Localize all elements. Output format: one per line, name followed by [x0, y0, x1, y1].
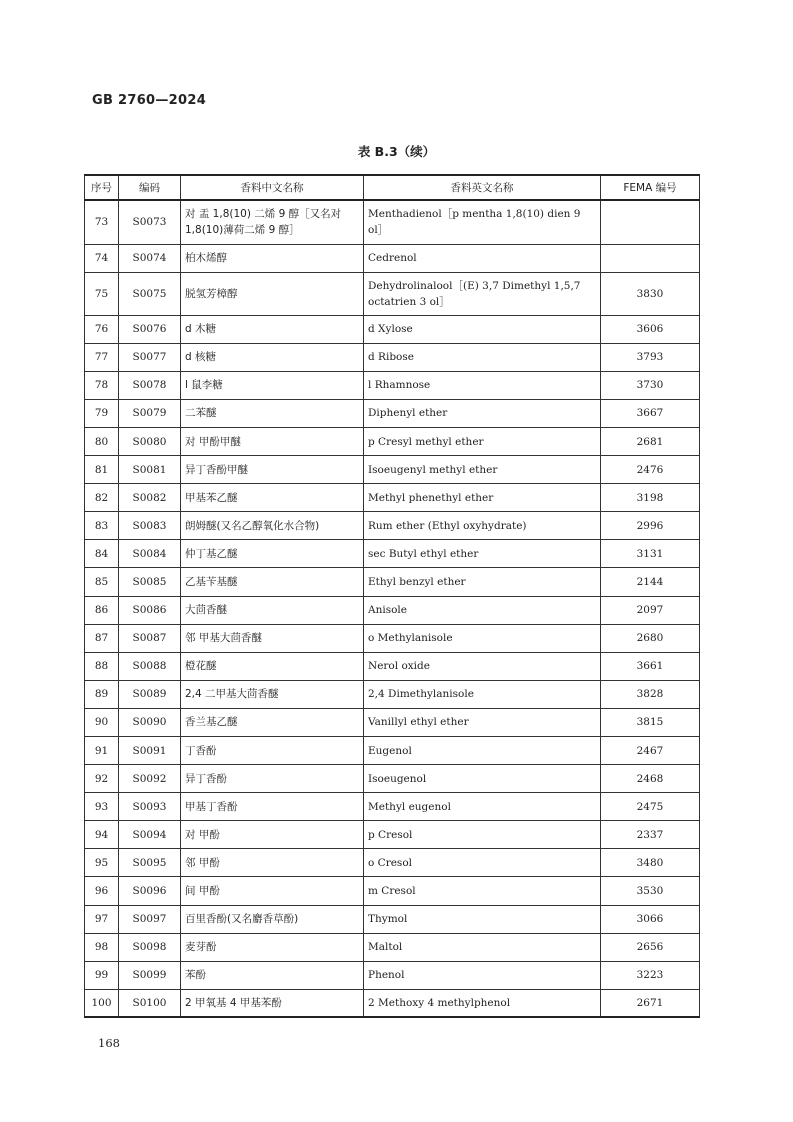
row-en-name: p Cresyl methyl ether: [364, 427, 601, 455]
table-row: [85, 456, 700, 484]
row-en-name: Menthadienol［p mentha 1,8(10) dien 9 ol］: [364, 200, 601, 244]
row-code: S0087: [119, 624, 181, 652]
row-cn-name: d 核糖: [181, 343, 364, 371]
row-fema-number: 3828: [601, 680, 700, 708]
row-number: 97: [85, 905, 119, 933]
row-fema-number: 2996: [601, 512, 700, 540]
row-cn-name: 甲基丁香酚: [181, 793, 364, 821]
row-cn-name: d 木糖: [181, 315, 364, 343]
column-header-code: 编码: [119, 175, 181, 200]
table-row: [85, 399, 700, 427]
row-code: S0097: [119, 905, 181, 933]
row-en-name: Maltol: [364, 933, 601, 961]
row-en-name: Isoeugenol: [364, 765, 601, 793]
row-number: 95: [85, 849, 119, 877]
row-number: 75: [85, 272, 119, 315]
row-en-name: 2,4 Dimethylanisole: [364, 680, 601, 708]
row-cn-name: 仲丁基乙醚: [181, 540, 364, 568]
table-row: [85, 512, 700, 540]
row-cn-name: 柏木烯醇: [181, 244, 364, 272]
row-number: 85: [85, 568, 119, 596]
row-en-name: Ethyl benzyl ether: [364, 568, 601, 596]
page-number: 168: [98, 1036, 120, 1050]
table-body: [85, 200, 700, 1017]
row-fema-number: 3830: [601, 272, 700, 315]
row-cn-name: 甲基苯乙醚: [181, 484, 364, 512]
table-row: [85, 737, 700, 765]
row-en-name: Cedrenol: [364, 244, 601, 272]
row-code: S0078: [119, 371, 181, 399]
row-code: S0089: [119, 680, 181, 708]
row-fema-number: 2680: [601, 624, 700, 652]
row-cn-name: 二苯醚: [181, 399, 364, 427]
row-number: 76: [85, 315, 119, 343]
row-number: 81: [85, 456, 119, 484]
row-fema-number: 2671: [601, 989, 700, 1017]
table-row: [85, 624, 700, 652]
row-number: 88: [85, 652, 119, 680]
row-cn-name: 大茴香醚: [181, 596, 364, 624]
column-header-no: 序号: [85, 175, 119, 200]
row-number: 78: [85, 371, 119, 399]
row-number: 96: [85, 877, 119, 905]
row-number: 79: [85, 399, 119, 427]
row-fema-number: 2097: [601, 596, 700, 624]
row-number: 86: [85, 596, 119, 624]
row-cn-name: l 鼠李糖: [181, 371, 364, 399]
row-code: S0096: [119, 877, 181, 905]
row-number: 94: [85, 821, 119, 849]
row-number: 82: [85, 484, 119, 512]
row-en-name: Vanillyl ethyl ether: [364, 708, 601, 736]
row-fema-number: 3223: [601, 961, 700, 989]
row-cn-name: 邻 甲酚: [181, 849, 364, 877]
row-number: 83: [85, 512, 119, 540]
row-code: S0088: [119, 652, 181, 680]
table-header-row: [85, 175, 700, 200]
row-code: S0074: [119, 244, 181, 272]
row-number: 89: [85, 680, 119, 708]
row-code: S0090: [119, 708, 181, 736]
row-fema-number: 3730: [601, 371, 700, 399]
row-fema-number: 3793: [601, 343, 700, 371]
row-number: 91: [85, 737, 119, 765]
row-en-name: m Cresol: [364, 877, 601, 905]
row-number: 90: [85, 708, 119, 736]
row-number: 73: [85, 200, 119, 244]
row-cn-name: 对 甲酚: [181, 821, 364, 849]
row-number: 74: [85, 244, 119, 272]
row-en-name: Methyl eugenol: [364, 793, 601, 821]
row-fema-number: 2476: [601, 456, 700, 484]
row-en-name: sec Butyl ethyl ether: [364, 540, 601, 568]
table-row: [85, 484, 700, 512]
row-en-name: p Cresol: [364, 821, 601, 849]
column-header-fema: FEMA 编号: [601, 175, 700, 200]
table-row: [85, 877, 700, 905]
row-en-name: Phenol: [364, 961, 601, 989]
table-row: [85, 849, 700, 877]
row-cn-name: 脱氢芳樟醇: [181, 272, 364, 315]
row-fema-number: 3198: [601, 484, 700, 512]
row-en-name: d Ribose: [364, 343, 601, 371]
row-cn-name: 麦芽酚: [181, 933, 364, 961]
row-code: S0099: [119, 961, 181, 989]
row-en-name: Isoeugenyl methyl ether: [364, 456, 601, 484]
row-code: S0083: [119, 512, 181, 540]
row-number: 84: [85, 540, 119, 568]
row-cn-name: 2,4 二甲基大茴香醚: [181, 680, 364, 708]
row-code: S0091: [119, 737, 181, 765]
table-row: [85, 596, 700, 624]
row-en-name: Diphenyl ether: [364, 399, 601, 427]
row-code: S0076: [119, 315, 181, 343]
row-code: S0075: [119, 272, 181, 315]
row-en-name: l Rhamnose: [364, 371, 601, 399]
row-cn-name: 异丁香酚: [181, 765, 364, 793]
row-code: S0079: [119, 399, 181, 427]
table-row: [85, 427, 700, 455]
row-en-name: Dehydrolinalool［(E) 3,7 Dimethyl 1,5,7 octatrien 3 ol］: [364, 272, 601, 315]
row-number: 80: [85, 427, 119, 455]
row-number: 77: [85, 343, 119, 371]
table-row: [85, 793, 700, 821]
row-code: S0081: [119, 456, 181, 484]
row-fema-number: 2467: [601, 737, 700, 765]
table-row: [85, 765, 700, 793]
row-en-name: Anisole: [364, 596, 601, 624]
row-code: S0092: [119, 765, 181, 793]
table-row: [85, 200, 700, 244]
row-fema-number: 2475: [601, 793, 700, 821]
row-fema-number: 3480: [601, 849, 700, 877]
row-code: S0086: [119, 596, 181, 624]
column-header-en-name: 香料英文名称: [364, 175, 601, 200]
row-cn-name: 乙基苄基醚: [181, 568, 364, 596]
row-en-name: Eugenol: [364, 737, 601, 765]
row-number: 87: [85, 624, 119, 652]
row-fema-number: 2337: [601, 821, 700, 849]
table-row: [85, 933, 700, 961]
table-row: [85, 652, 700, 680]
row-code: S0095: [119, 849, 181, 877]
row-code: S0082: [119, 484, 181, 512]
table-row: [85, 905, 700, 933]
row-fema-number: 3066: [601, 905, 700, 933]
row-fema-number: 3530: [601, 877, 700, 905]
table-row: [85, 272, 700, 315]
row-code: S0098: [119, 933, 181, 961]
row-fema-number: 3661: [601, 652, 700, 680]
row-cn-name: 橙花醚: [181, 652, 364, 680]
row-code: S0084: [119, 540, 181, 568]
row-en-name: o Methylanisole: [364, 624, 601, 652]
row-cn-name: 朗姆醚(又名乙醇氧化水合物): [181, 512, 364, 540]
row-fema-number: 3667: [601, 399, 700, 427]
row-cn-name: 丁香酚: [181, 737, 364, 765]
row-number: 93: [85, 793, 119, 821]
table-row: [85, 680, 700, 708]
row-fema-number: [601, 200, 700, 244]
row-cn-name: 2 甲氧基 4 甲基苯酚: [181, 989, 364, 1017]
row-fema-number: 2656: [601, 933, 700, 961]
row-cn-name: 对 甲酚甲醚: [181, 427, 364, 455]
column-header-cn-name: 香料中文名称: [181, 175, 364, 200]
row-cn-name: 异丁香酚甲醚: [181, 456, 364, 484]
row-en-name: Nerol oxide: [364, 652, 601, 680]
row-en-name: Methyl phenethyl ether: [364, 484, 601, 512]
table-row: [85, 244, 700, 272]
row-cn-name: 对 盂 1,8(10) 二烯 9 醇［又名对 1,8(10)薄荷二烯 9 醇］: [181, 200, 364, 244]
table-row: [85, 961, 700, 989]
row-fema-number: 2144: [601, 568, 700, 596]
row-code: S0100: [119, 989, 181, 1017]
row-cn-name: 百里香酚(又名麝香草酚): [181, 905, 364, 933]
table-row: [85, 540, 700, 568]
standard-code: GB 2760—2024: [92, 93, 207, 108]
row-fema-number: 3606: [601, 315, 700, 343]
row-cn-name: 苯酚: [181, 961, 364, 989]
table-title: 表 B.3（续）: [357, 144, 436, 159]
row-number: 99: [85, 961, 119, 989]
table-row: [85, 989, 700, 1017]
row-en-name: 2 Methoxy 4 methylphenol: [364, 989, 601, 1017]
table-row: [85, 315, 700, 343]
table-row: [85, 821, 700, 849]
row-en-name: o Cresol: [364, 849, 601, 877]
flavor-table: [84, 174, 700, 1018]
row-code: S0094: [119, 821, 181, 849]
row-code: S0073: [119, 200, 181, 244]
row-cn-name: 香兰基乙醚: [181, 708, 364, 736]
table-row: [85, 708, 700, 736]
row-en-name: Rum ether (Ethyl oxyhydrate): [364, 512, 601, 540]
row-code: S0080: [119, 427, 181, 455]
row-en-name: d Xylose: [364, 315, 601, 343]
row-en-name: Thymol: [364, 905, 601, 933]
row-number: 98: [85, 933, 119, 961]
table-row: [85, 568, 700, 596]
row-cn-name: 间 甲酚: [181, 877, 364, 905]
row-number: 92: [85, 765, 119, 793]
row-fema-number: 2681: [601, 427, 700, 455]
table-row: [85, 343, 700, 371]
row-code: S0085: [119, 568, 181, 596]
row-number: 100: [85, 989, 119, 1017]
row-code: S0093: [119, 793, 181, 821]
row-fema-number: 2468: [601, 765, 700, 793]
row-fema-number: 3815: [601, 708, 700, 736]
row-code: S0077: [119, 343, 181, 371]
row-cn-name: 邻 甲基大茴香醚: [181, 624, 364, 652]
table-row: [85, 371, 700, 399]
row-fema-number: [601, 244, 700, 272]
row-fema-number: 3131: [601, 540, 700, 568]
